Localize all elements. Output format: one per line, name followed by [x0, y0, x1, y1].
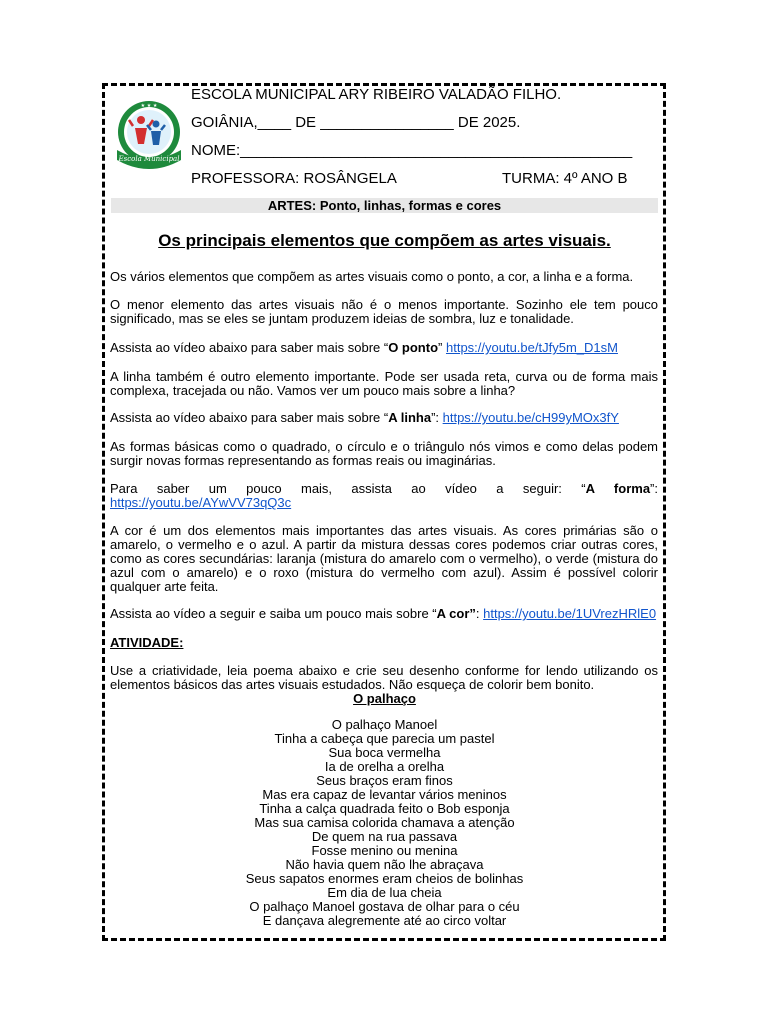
- poem-line: Fosse menino ou menina: [311, 843, 458, 858]
- paragraph-intro: Os vários elementos que compõem as artes visuais como o ponto, a cor, a linha e a forma.: [110, 269, 634, 284]
- poem: [111, 718, 658, 928]
- teacher-line: PROFESSORA: ROSÂNGELA: [191, 170, 397, 187]
- logo-banner-text: Escola Municipal: [118, 155, 180, 163]
- paragraph-linha: A linha também é outro elemento importante. Pode ser usada reta, curva ou de forma mais complexa, tracejada ou não. Vamos ver um pouco mais sobre a linha?: [110, 369, 658, 398]
- poem-line: Em dia de lua cheia: [327, 885, 442, 900]
- poem-line: Não havia quem não lhe abraçava: [285, 857, 484, 872]
- poem-line: Mas era capaz de levantar vários meninos: [262, 787, 507, 802]
- class-line: TURMA: 4º ANO B: [502, 170, 628, 187]
- poem-line: De quem na rua passava: [311, 829, 458, 844]
- poem-line: Tinha a cabeça que parecia um pastel: [274, 731, 495, 746]
- paragraph-cor-video: Assista ao vídeo a seguir e saiba um pouco mais sobre “A cor”: https://youtu.be/1UVrezHRlE0: [110, 606, 657, 621]
- poem-line: Tinha a calça quadrada feito o Bob esponja: [259, 801, 510, 816]
- paragraph-ponto-video: Assista ao vídeo abaixo para saber mais sobre “O ponto” https://youtu.be/tJfy5m_D1sM: [110, 340, 618, 355]
- poem-line: Sua boca vermelha: [328, 745, 441, 760]
- poem-line: E dançava alegremente até ao circo voltar: [262, 913, 507, 928]
- poem-line: O palhaço Manoel gostava de olhar para o céu: [249, 899, 520, 914]
- paragraph-forma-link: [110, 496, 658, 510]
- link-forma-video[interactable]: https://youtu.be/AYwVV73qQ3c: [110, 495, 292, 510]
- name-line: NOME:_______________________________________________: [191, 142, 633, 159]
- subject-bar: ARTES: Ponto, linhas, formas e cores: [111, 198, 658, 213]
- date-line: GOIÂNIA,____ DE ________________ DE 2025.: [191, 114, 521, 131]
- poem-line: Seus sapatos enormes eram cheios de bolinhas: [245, 871, 524, 886]
- paragraph-linha-video: Assista ao vídeo abaixo para saber mais sobre “A linha”: https://youtu.be/cH99yMOx3fY: [110, 410, 619, 425]
- school-logo: [111, 98, 187, 174]
- activity-instructions: Use a criatividade, leia poema abaixo e crie seu desenho conforme for lendo utilizando os elementos básicos das artes visuais estudados. Não esqueça de colorir bem bonito.: [110, 663, 658, 692]
- paragraph-forma: As formas básicas como o quadrado, o círculo e o triângulo nós vimos e como delas podem surgir novas formas representando as formas reais ou imaginárias.: [110, 439, 658, 468]
- link-linha-video[interactable]: https://youtu.be/cH99yMOx3fY: [442, 410, 619, 425]
- page-title: Os principais elementos que compõem as artes visuais.: [158, 231, 611, 250]
- link-cor-video[interactable]: https://youtu.be/1UVrezHRlE0: [483, 606, 657, 621]
- poem-line: Mas sua camisa colorida chamava a atenção: [254, 815, 515, 830]
- school-name: ESCOLA MUNICIPAL ARY RIBEIRO VALADÃO FILHO.: [191, 86, 562, 103]
- poem-line: Ia de orelha a orelha: [324, 759, 445, 774]
- link-ponto-video[interactable]: https://youtu.be/tJfy5m_D1sM: [445, 340, 618, 355]
- activity-heading: ATIVIDADE:: [110, 635, 184, 650]
- paragraph-cor: A cor é um dos elementos mais importantes das artes visuais. As cores primárias são o amarelo, o vermelho e o azul. A partir da mistura dessas cores podemos criar outras cores, como as cores secundárias: laranja (mistura do amarelo com o vermelho), o verde (mistura do azul com o amarelo) e o roxo (mistura do vermelho com azul). Assim é possível colorir qualquer arte feita.: [110, 523, 658, 594]
- poem-line: O palhaço Manoel: [331, 717, 438, 732]
- poem-line: Seus braços eram finos: [316, 773, 453, 788]
- paragraph-ponto: O menor elemento das artes visuais não é o menos importante. Sozinho ele tem pouco significado, mas se eles se juntam produzem ideias de sombra, luz e tonalidade.: [110, 297, 658, 326]
- poem-title: O palhaço: [353, 691, 416, 706]
- paragraph-forma-video: Para saber um pouco mais, assista ao vídeo a seguir: “A forma”:: [110, 481, 658, 496]
- svg-text:★ ★ ★: ★ ★ ★: [140, 103, 158, 109]
